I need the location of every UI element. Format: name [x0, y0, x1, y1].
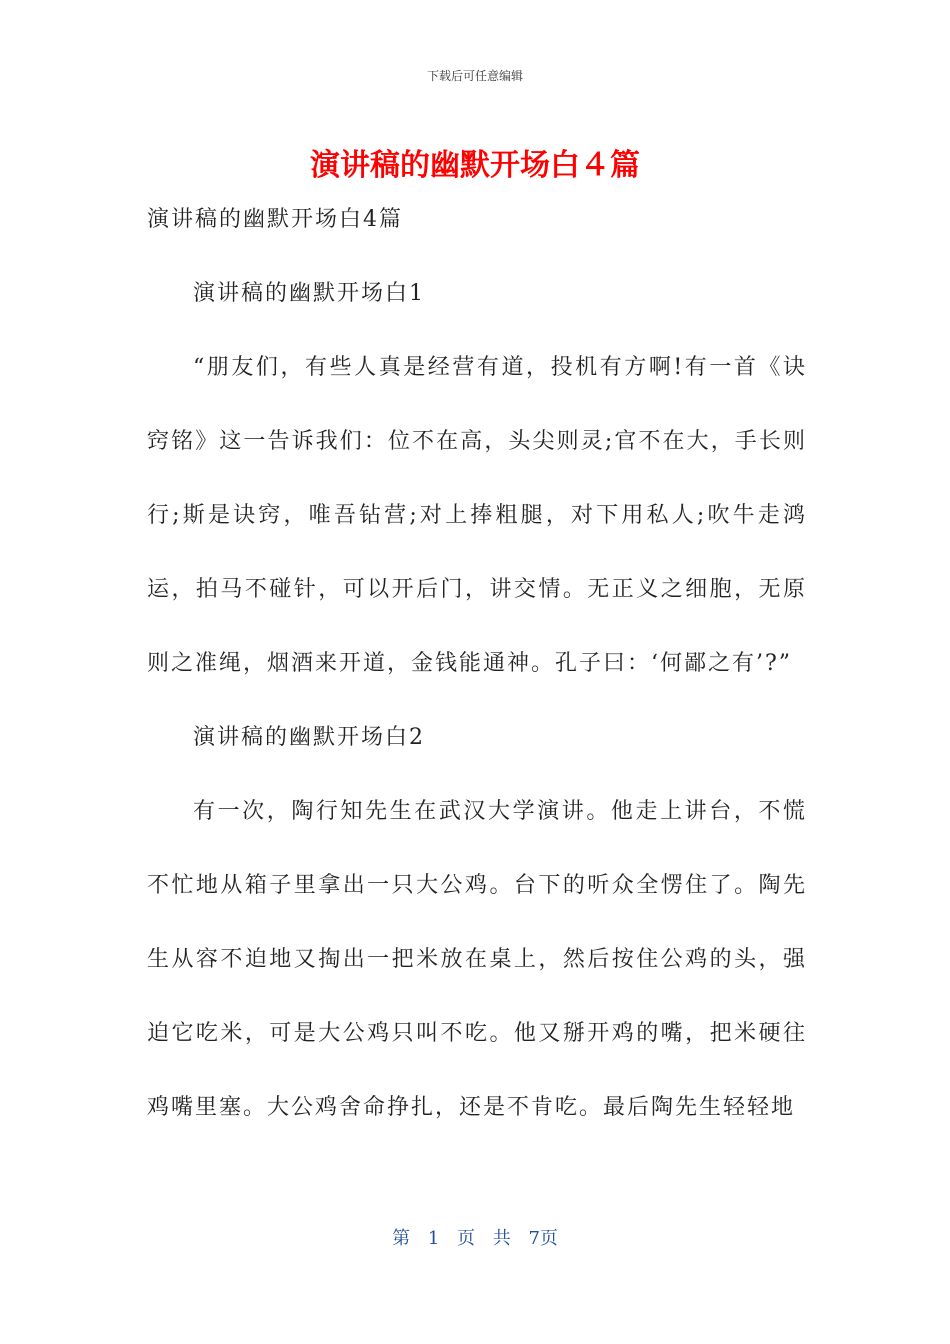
header-note: 下载后可任意编辑	[426, 69, 523, 83]
section-paragraph-2: 有一次，陶行知先生在武汉大学演讲。他走上讲台，不慌不忙地从箱子里拿出一只大公鸡。台下的听众全愣住了。陶先生从容不迫地又掏出一把米放在桌上，然后按住公鸡的头，强迫它吃米，可是大公鸡只叫不吃。他又掰开鸡的嘴，把米硬往鸡嘴里塞。大公鸡舍命挣扎，还是不肯吃。最后陶先生轻轻地	[147, 799, 807, 1120]
footer-page-number: 1	[427, 1228, 440, 1249]
page-footer	[0, 1226, 950, 1252]
footer-total-label: 共	[492, 1228, 511, 1249]
document-body	[147, 183, 807, 1145]
section-paragraph-1: “朋友们，有些人真是经营有道，投机有方啊!有一首《诀窍铭》这一告诉我们：位不在高，头尖则灵;官不在大，手长则行;斯是诀窍，唯吾钻营;对上捧粗腿，对下用私人;吹牛走鸿运，拍马不碰针，可以开后门，讲交情。无正义之细胞，无原则之准绳，烟酒来开道，金钱能通神。孔子曰：‘何鄙之有’?”	[147, 355, 807, 676]
footer-page-label: 第	[392, 1228, 411, 1249]
section-heading-1: 演讲稿的幽默开场白1	[193, 281, 425, 306]
footer-page-unit: 页	[457, 1228, 475, 1249]
footer-total-pages: 7页	[528, 1228, 558, 1249]
document-title: 演讲稿的幽默开场白４篇	[310, 148, 640, 183]
section-heading-2: 演讲稿的幽默开场白2	[193, 725, 425, 750]
document-subtitle: 演讲稿的幽默开场白4篇	[147, 207, 403, 232]
